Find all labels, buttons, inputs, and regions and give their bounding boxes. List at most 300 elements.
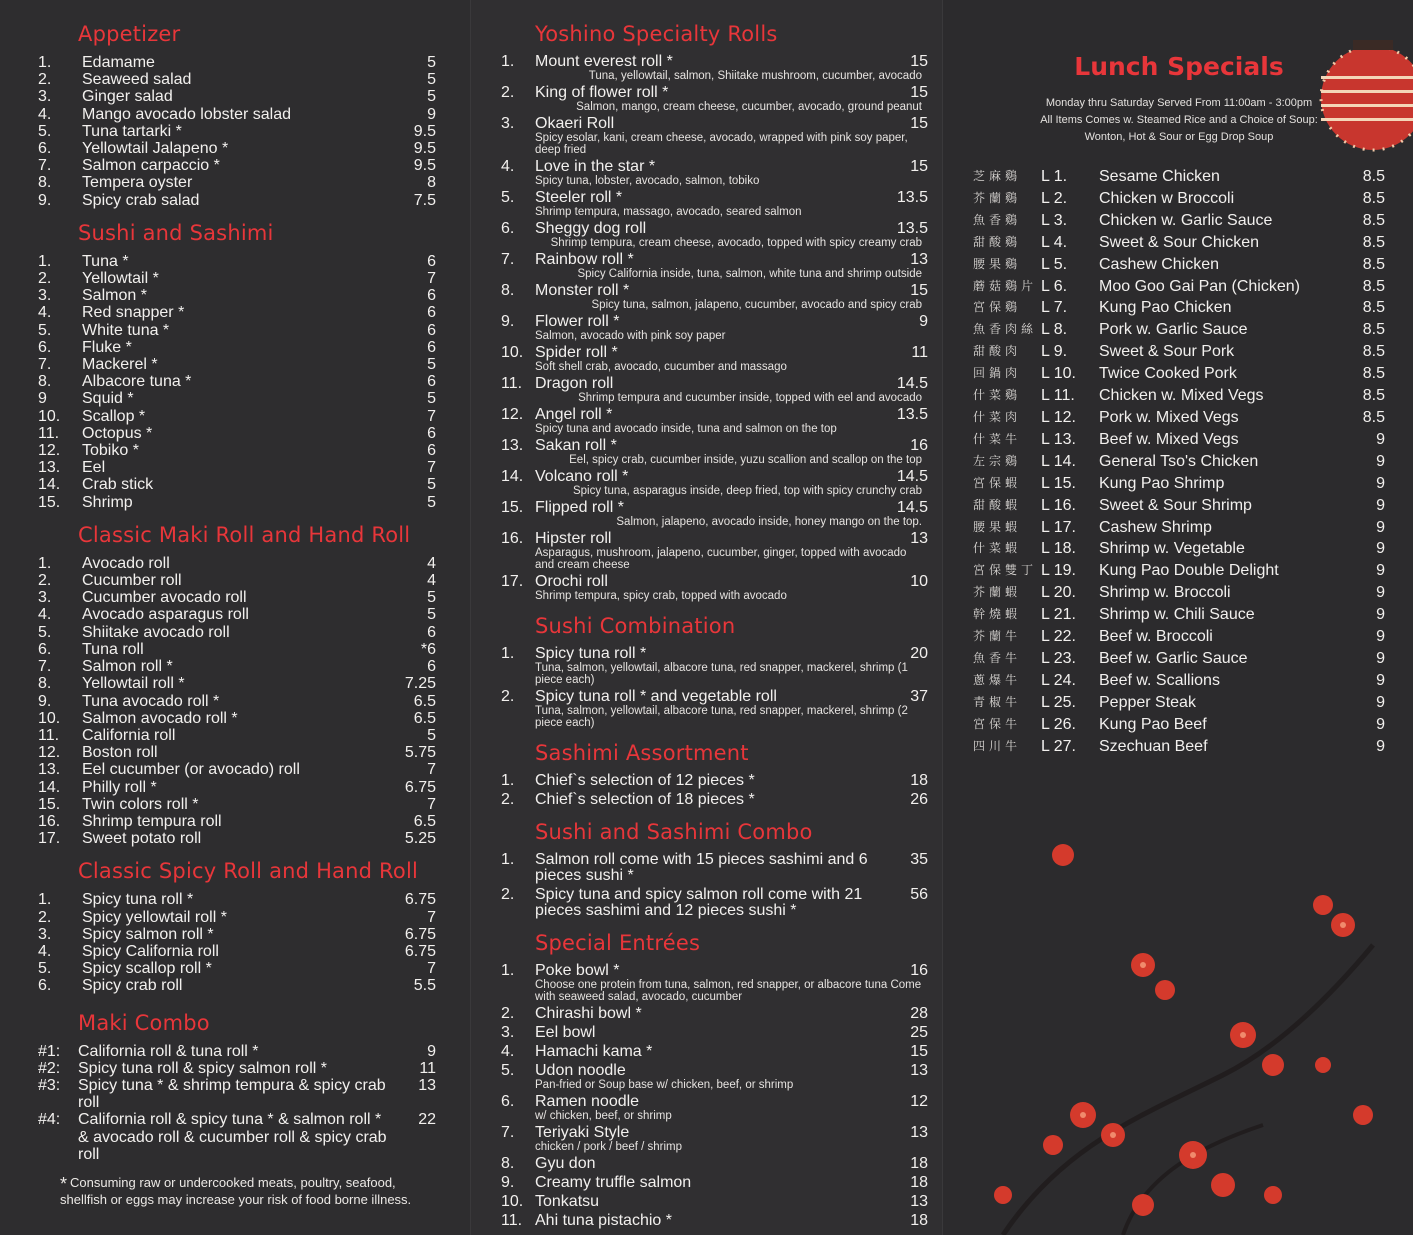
menu-item-row xyxy=(493,887,928,919)
lunch-item-code: L 11. xyxy=(1041,387,1075,405)
lunch-item xyxy=(973,232,1385,254)
item-price: 5.75 xyxy=(404,744,436,762)
item-name: Spicy scallop roll * xyxy=(82,960,212,978)
lunch-item-name: Pork w. Garlic Sauce xyxy=(1099,321,1248,339)
item-number: 6. xyxy=(38,977,52,995)
lunch-item-code: L 24. xyxy=(1041,671,1076,689)
item-price: 5 xyxy=(427,71,436,89)
item-name: Chief`s selection of 18 pieces * xyxy=(535,791,755,808)
menu-item xyxy=(493,190,928,218)
lunch-item-price: 8.5 xyxy=(1362,211,1385,229)
item-name: Cucumber avocado roll xyxy=(82,589,247,607)
item-number: 5. xyxy=(38,122,52,140)
item-name: Udon noodle xyxy=(535,1062,626,1079)
item-price: 5 xyxy=(427,726,436,744)
lunch-includes: All Items Comes w. Steamed Rice and a Choice of Soup: xyxy=(1040,114,1318,126)
menu-item xyxy=(493,963,928,1003)
lunch-hours: Monday thru Saturday Served From 11:00am - 3:00pm xyxy=(1045,97,1313,109)
item-price: 9.5 xyxy=(413,157,436,175)
item-description: Salmon, jalapeno, avocado inside, honey mango on the top. xyxy=(616,516,922,528)
item-name: Tuna tartarki * xyxy=(82,122,182,140)
lunch-item-code: L 9. xyxy=(1041,343,1068,361)
lunch-item-code: L 12. xyxy=(1041,408,1076,426)
menu-item-row xyxy=(493,85,928,101)
item-number: 13. xyxy=(501,437,524,454)
item-price: 5 xyxy=(427,88,436,106)
lunch-item-price: 9 xyxy=(1376,606,1385,624)
item-name: Salmon avocado roll * xyxy=(82,709,238,727)
item-name: Philly roll * xyxy=(82,778,157,796)
menu-item-row xyxy=(493,54,928,70)
menu-item xyxy=(38,830,436,847)
menu-item xyxy=(38,322,436,339)
item-number: 9. xyxy=(501,1174,515,1191)
lunch-item-code: L 17. xyxy=(1041,518,1076,536)
lunch-item xyxy=(973,692,1385,714)
menu-item xyxy=(38,106,436,123)
lunch-item-name: Pork w. Mixed Vegs xyxy=(1099,408,1239,426)
classic-maki-list xyxy=(38,555,436,847)
lunch-item-price: 9 xyxy=(1376,562,1385,580)
item-price: 35 xyxy=(910,851,928,868)
lunch-item-code: L 4. xyxy=(1041,233,1068,251)
item-price: 11 xyxy=(911,344,928,361)
sushi-combination-title: Sushi Combination xyxy=(535,614,736,638)
item-name: Squid * xyxy=(82,390,134,408)
item-name: Fluke * xyxy=(82,338,132,356)
lunch-item-name: Beef w. Mixed Vegs xyxy=(1099,430,1239,448)
menu-item xyxy=(38,891,436,908)
menu-panel-middle xyxy=(470,0,942,1235)
item-number: 11. xyxy=(38,726,60,744)
menu-item xyxy=(493,1194,928,1210)
item-price: 15 xyxy=(910,1043,928,1060)
menu-item xyxy=(38,624,436,641)
item-number: 1. xyxy=(501,53,515,70)
menu-item xyxy=(493,1213,928,1229)
lunch-item-code: L 20. xyxy=(1041,584,1076,602)
lunch-item-name: Beef w. Scallions xyxy=(1099,671,1220,689)
menu-item xyxy=(38,339,436,356)
lunch-item-code: L 15. xyxy=(1041,474,1076,492)
item-price: 15 xyxy=(910,53,928,70)
item-name: Cucumber roll xyxy=(82,572,182,590)
lunch-specials-title: Lunch Specials xyxy=(1074,52,1284,81)
item-price: 15 xyxy=(910,158,928,175)
sushi-sashimi-combo-list xyxy=(493,852,928,919)
item-number: 2. xyxy=(501,1005,515,1022)
lunch-item-code: L 25. xyxy=(1041,693,1076,711)
lunch-item-price: 8.5 xyxy=(1362,255,1385,273)
item-price: 4 xyxy=(427,554,436,572)
item-name: Spicy salmon roll * xyxy=(82,925,214,943)
lunch-item-name: Sweet & Sour Shrimp xyxy=(1099,496,1252,514)
lunch-item-price: 9 xyxy=(1376,496,1385,514)
lunch-item xyxy=(973,473,1385,495)
item-number: 5. xyxy=(501,1062,515,1079)
item-name: Spider roll * xyxy=(535,344,618,361)
special-entrees-title: Special Entrées xyxy=(535,931,701,955)
item-price: 6.5 xyxy=(413,692,436,710)
lunch-item xyxy=(973,297,1385,319)
lunch-item-price: 8.5 xyxy=(1362,343,1385,361)
item-price: 37 xyxy=(910,688,928,705)
lunch-item-chinese-name: 四川牛 xyxy=(973,738,1022,753)
lunch-item xyxy=(973,670,1385,692)
item-price: 18 xyxy=(910,1174,928,1191)
item-name: Hamachi kama * xyxy=(535,1043,653,1060)
item-price: 5.5 xyxy=(413,977,436,995)
item-name: Ramen noodle xyxy=(535,1093,640,1110)
item-name: Gyu don xyxy=(535,1155,596,1172)
menu-item-row xyxy=(493,531,928,547)
item-name: Shiitake avocado roll xyxy=(82,623,230,641)
lunch-item-name: Cashew Shrimp xyxy=(1099,518,1212,536)
menu-item xyxy=(38,658,436,675)
item-price: 15 xyxy=(910,282,928,299)
menu-item xyxy=(38,373,436,390)
item-name: Edamame xyxy=(82,54,155,71)
item-name: Orochi roll xyxy=(535,573,608,590)
lunch-item-name: Sesame Chicken xyxy=(1099,168,1220,185)
item-number: 4. xyxy=(501,158,515,175)
item-name: Monster roll * xyxy=(535,282,630,299)
item-description: Eel, spicy crab, cucumber inside, yuzu scallion and scallop on the top xyxy=(569,454,922,466)
menu-item xyxy=(38,425,436,442)
menu-item xyxy=(493,314,928,342)
item-description: Tuna, salmon, yellowtail, albacore tuna, red snapper, mackerel, shrimp (1 piece each) xyxy=(535,662,908,686)
item-price: 6 xyxy=(427,252,436,270)
sushi-sashimi-combo-title: Sushi and Sashimi Combo xyxy=(535,820,813,844)
item-name: Hipster roll xyxy=(535,530,612,547)
menu-item xyxy=(38,727,436,744)
item-number: 1. xyxy=(38,252,52,270)
lunch-item-price: 9 xyxy=(1376,474,1385,492)
lunch-item-chinese-name: 什菜鷄 xyxy=(973,388,1022,403)
lunch-item-chinese-name: 芝麻鷄 xyxy=(973,169,1022,183)
item-price: 7 xyxy=(427,459,436,477)
item-price: 8 xyxy=(427,174,436,192)
item-price: 11 xyxy=(419,1059,436,1077)
menu-item xyxy=(38,572,436,589)
lunch-item xyxy=(973,407,1385,429)
item-name: Crab stick xyxy=(82,476,154,494)
item-name: Tempera oyster xyxy=(82,174,193,192)
item-name: Rainbow roll * xyxy=(535,251,634,268)
item-name: Salmon roll * xyxy=(82,658,173,676)
lunch-item-name: Chicken w. Garlic Sauce xyxy=(1099,211,1273,229)
item-number: 10. xyxy=(38,407,61,425)
lunch-item-name: Cashew Chicken xyxy=(1099,255,1220,273)
lunch-item-chinese-name: 宮保鷄 xyxy=(973,300,1022,315)
lunch-item-price: 8.5 xyxy=(1362,365,1385,383)
item-number: 13. xyxy=(38,761,61,779)
item-number: 3. xyxy=(38,589,52,607)
menu-item xyxy=(493,1044,928,1060)
special-entrees-list xyxy=(493,963,928,1229)
item-number: #2: xyxy=(38,1059,61,1077)
lunch-item-code: L 10. xyxy=(1041,365,1076,383)
menu-item-row xyxy=(493,1094,928,1110)
item-price: 9 xyxy=(427,1042,436,1060)
item-name: Tuna roll xyxy=(82,640,144,658)
item-name: Spicy tuna roll & spicy salmon roll * xyxy=(78,1059,327,1077)
menu-item xyxy=(493,574,928,602)
lunch-item-price: 9 xyxy=(1376,452,1385,470)
item-number: 9. xyxy=(38,191,52,209)
menu-item xyxy=(38,761,436,778)
item-name: Avocado roll xyxy=(82,554,170,572)
item-name: Poke bowl * xyxy=(535,962,620,979)
appetizer-list xyxy=(38,54,436,209)
item-number: 8. xyxy=(38,675,52,693)
menu-item xyxy=(493,283,928,311)
menu-item xyxy=(493,531,928,571)
lunch-item-code: L 14. xyxy=(1041,452,1076,470)
item-name: Tobiko * xyxy=(82,442,139,460)
lunch-item-code: L 5. xyxy=(1041,255,1068,273)
menu-item xyxy=(38,476,436,493)
lunch-item-chinese-name: 幹燒蝦 xyxy=(973,607,1022,622)
lunch-item-name: Twice Cooked Pork xyxy=(1099,365,1237,383)
lunch-item-price: 9 xyxy=(1376,715,1385,733)
lunch-item-price: 9 xyxy=(1376,693,1385,711)
item-number: 8. xyxy=(38,174,52,192)
item-name: Spicy tuna * & shrimp tempura & spicy crab roll xyxy=(78,1076,386,1112)
item-description: chicken / pork / beef / shrimp xyxy=(535,1141,683,1153)
menu-item-row xyxy=(493,1125,928,1141)
item-name: Boston roll xyxy=(82,744,158,762)
item-number: 1. xyxy=(501,772,515,789)
item-name: Shrimp xyxy=(82,493,133,511)
lunch-item-price: 8.5 xyxy=(1362,299,1385,317)
item-description: w/ chicken, beef, or shrimp xyxy=(535,1110,672,1122)
menu-item-row xyxy=(493,689,928,705)
item-number: 3. xyxy=(501,115,515,132)
lunch-item xyxy=(973,385,1385,407)
item-name: Sheggy dog roll xyxy=(535,220,647,237)
item-price: 6 xyxy=(427,321,436,339)
lunch-item-name: Kung Pao Beef xyxy=(1099,715,1207,733)
menu-item xyxy=(493,1156,928,1172)
lunch-item-name: Beef w. Broccoli xyxy=(1099,628,1213,646)
item-name: Spicy tuna roll * and vegetable roll xyxy=(535,688,777,705)
item-number: 2. xyxy=(501,688,515,705)
item-price: 13 xyxy=(910,1193,928,1210)
item-name: Seaweed salad xyxy=(82,71,192,89)
lunch-item-chinese-name: 左宗鷄 xyxy=(973,453,1022,468)
lunch-item-price: 9 xyxy=(1376,540,1385,558)
item-price: 16 xyxy=(910,437,928,454)
item-name: Shrimp tempura roll xyxy=(82,812,222,830)
menu-item xyxy=(38,1077,436,1111)
lunch-item xyxy=(973,319,1385,341)
lunch-item-name: Moo Goo Gai Pan (Chicken) xyxy=(1099,277,1300,295)
lunch-item xyxy=(973,451,1385,473)
item-description: Spicy tuna, salmon, jalapeno, cucumber, avocado and spicy crab xyxy=(591,299,922,311)
lunch-item-name: Kung Pao Chicken xyxy=(1099,299,1232,317)
menu-item xyxy=(38,494,436,511)
item-number: 2. xyxy=(501,791,515,808)
lunch-item-code: L 1. xyxy=(1041,168,1068,185)
menu-item xyxy=(38,54,436,71)
appetizer-title: Appetizer xyxy=(78,22,181,46)
item-name: California roll & spicy tuna * & salmon roll * & avocado roll & cucumber roll & spicy crab roll xyxy=(78,1111,387,1163)
item-number: 6. xyxy=(38,140,52,158)
menu-item xyxy=(493,116,928,156)
item-price: 9.5 xyxy=(413,140,436,158)
item-number: 8. xyxy=(38,373,52,391)
item-name: California roll xyxy=(82,726,176,744)
item-description: Spicy tuna, asparagus inside, deep fried, top with spicy crunchy crab xyxy=(572,485,922,497)
item-number: 4. xyxy=(38,105,52,123)
item-price: 12 xyxy=(910,1093,928,1110)
item-price: 56 xyxy=(910,886,928,903)
item-price: 6 xyxy=(427,338,436,356)
lunch-item-chinese-name: 蘑菇鷄片 xyxy=(973,278,1038,293)
menu-item xyxy=(493,1025,928,1041)
lunch-item-code: L 7. xyxy=(1041,299,1068,317)
item-number: 2. xyxy=(38,908,52,926)
item-number: 2. xyxy=(501,84,515,101)
menu-item xyxy=(493,221,928,249)
lunch-item-name: Beef w. Garlic Sauce xyxy=(1099,649,1248,667)
menu-item xyxy=(493,376,928,404)
menu-item-row xyxy=(493,376,928,392)
lunch-item-name: Kung Pao Shrimp xyxy=(1099,474,1225,492)
lunch-item-code: L 19. xyxy=(1041,562,1076,580)
menu-item xyxy=(493,500,928,528)
item-number: 9. xyxy=(501,313,515,330)
lantern-icon xyxy=(1313,36,1413,156)
lunch-item-price: 8.5 xyxy=(1362,233,1385,251)
item-name: Chief`s selection of 12 pieces * xyxy=(535,772,755,789)
item-name: Yellowtail roll * xyxy=(82,675,185,693)
item-number: 16. xyxy=(501,530,524,547)
specialty-rolls-title: Yoshino Specialty Rolls xyxy=(535,22,778,46)
item-name: Octopus * xyxy=(82,424,153,442)
item-number: 11. xyxy=(501,375,523,392)
item-name: White tuna * xyxy=(82,321,170,339)
item-number: 10. xyxy=(38,709,61,727)
menu-item xyxy=(38,123,436,140)
classic-spicy-list xyxy=(38,891,436,994)
menu-item xyxy=(38,909,436,926)
item-number: 12. xyxy=(501,406,524,423)
item-price: 22 xyxy=(418,1111,436,1129)
lunch-item-name: Shrimp w. Broccoli xyxy=(1099,584,1231,602)
lunch-item xyxy=(973,714,1385,736)
item-number: 14. xyxy=(38,476,61,494)
lunch-item-price: 9 xyxy=(1376,628,1385,646)
lunch-item xyxy=(973,736,1385,758)
menu-item-row xyxy=(493,1063,928,1079)
item-number: 7. xyxy=(501,1124,515,1141)
item-name: Red snapper * xyxy=(82,304,185,322)
item-number: 5. xyxy=(38,623,52,641)
lunch-item-chinese-name: 什菜牛 xyxy=(973,431,1022,446)
lunch-item-code: L 3. xyxy=(1041,211,1068,229)
lunch-item-name: Kung Pao Double Delight xyxy=(1099,562,1279,580)
asterisk-mark: * xyxy=(60,1173,68,1194)
item-description: Tuna, yellowtail, salmon, Shiitake mushroom, cucumber, avocado xyxy=(588,70,922,82)
item-name: Okaeri Roll xyxy=(535,115,615,132)
item-number: 16. xyxy=(38,812,61,830)
item-name: Mango avocado lobster salad xyxy=(82,105,292,123)
menu-item xyxy=(493,689,928,729)
item-name: Love in the star * xyxy=(535,158,656,175)
menu-item-row xyxy=(493,116,928,132)
lunch-item-chinese-name: 腰果鷄 xyxy=(973,256,1022,271)
item-number: 4. xyxy=(38,606,52,624)
item-description: Shrimp tempura, spicy crab, topped with avocado xyxy=(535,590,787,602)
item-price: 6 xyxy=(427,442,436,460)
item-price: 18 xyxy=(910,1212,928,1229)
menu-item xyxy=(38,1111,436,1163)
lunch-item-price: 9 xyxy=(1376,737,1385,755)
item-name: Spicy tuna roll * xyxy=(82,891,194,909)
item-number: 8. xyxy=(501,282,515,299)
menu-item xyxy=(493,773,928,789)
item-name: Spicy tuna and spicy salmon roll come with 21 pieces sashimi and 12 pieces sushi * xyxy=(535,886,863,919)
item-number: 6. xyxy=(501,1093,515,1110)
sashimi-assortment-list xyxy=(493,773,928,808)
menu-item xyxy=(38,693,436,710)
cherry-blossom-decoration xyxy=(943,815,1413,1235)
item-price: 7.5 xyxy=(413,191,436,209)
lunch-item-chinese-name: 回鍋肉 xyxy=(973,366,1022,381)
lunch-item xyxy=(973,538,1385,560)
menu-item-row xyxy=(493,852,928,884)
item-name: Salmon * xyxy=(82,287,147,305)
item-price: 13.5 xyxy=(896,220,928,237)
item-name: Scallop * xyxy=(82,407,146,425)
sashimi-assortment-title: Sashimi Assortment xyxy=(535,741,749,765)
item-number: 1. xyxy=(501,851,515,868)
lunch-item-name: Szechuan Beef xyxy=(1099,737,1208,755)
lunch-item xyxy=(973,341,1385,363)
item-number: 7. xyxy=(38,157,52,175)
item-name: Twin colors roll * xyxy=(82,795,199,813)
item-number: #4: xyxy=(38,1111,61,1129)
menu-item xyxy=(493,252,928,280)
lunch-item-name: Chicken w Broccoli xyxy=(1099,189,1235,207)
item-name: Volcano roll * xyxy=(535,468,629,485)
item-number: 3. xyxy=(38,925,52,943)
item-price: 6.5 xyxy=(413,812,436,830)
item-description: Spicy tuna and avocado inside, tuna and salmon on the top xyxy=(535,423,837,435)
menu-item xyxy=(38,1060,436,1077)
menu-item xyxy=(38,606,436,623)
item-number: 13. xyxy=(38,459,61,477)
item-number: 2. xyxy=(38,572,52,590)
item-price: 9.5 xyxy=(413,122,436,140)
item-number: 3. xyxy=(38,88,52,106)
lunch-item-chinese-name: 宮保蝦 xyxy=(973,475,1022,490)
menu-item-row xyxy=(493,190,928,206)
item-price: 6 xyxy=(427,373,436,391)
menu-item-row xyxy=(493,1194,928,1210)
menu-item xyxy=(38,390,436,407)
item-price: 18 xyxy=(910,772,928,789)
item-number: 6. xyxy=(501,220,515,237)
item-number: 10. xyxy=(501,344,524,361)
lunch-item-price: 9 xyxy=(1376,430,1385,448)
item-name: Tuna avocado roll * xyxy=(82,692,220,710)
item-description: Spicy California inside, tuna, salmon, white tuna and shrimp outside xyxy=(577,268,922,280)
item-price: 13 xyxy=(910,530,928,547)
item-number: 1. xyxy=(38,54,52,71)
